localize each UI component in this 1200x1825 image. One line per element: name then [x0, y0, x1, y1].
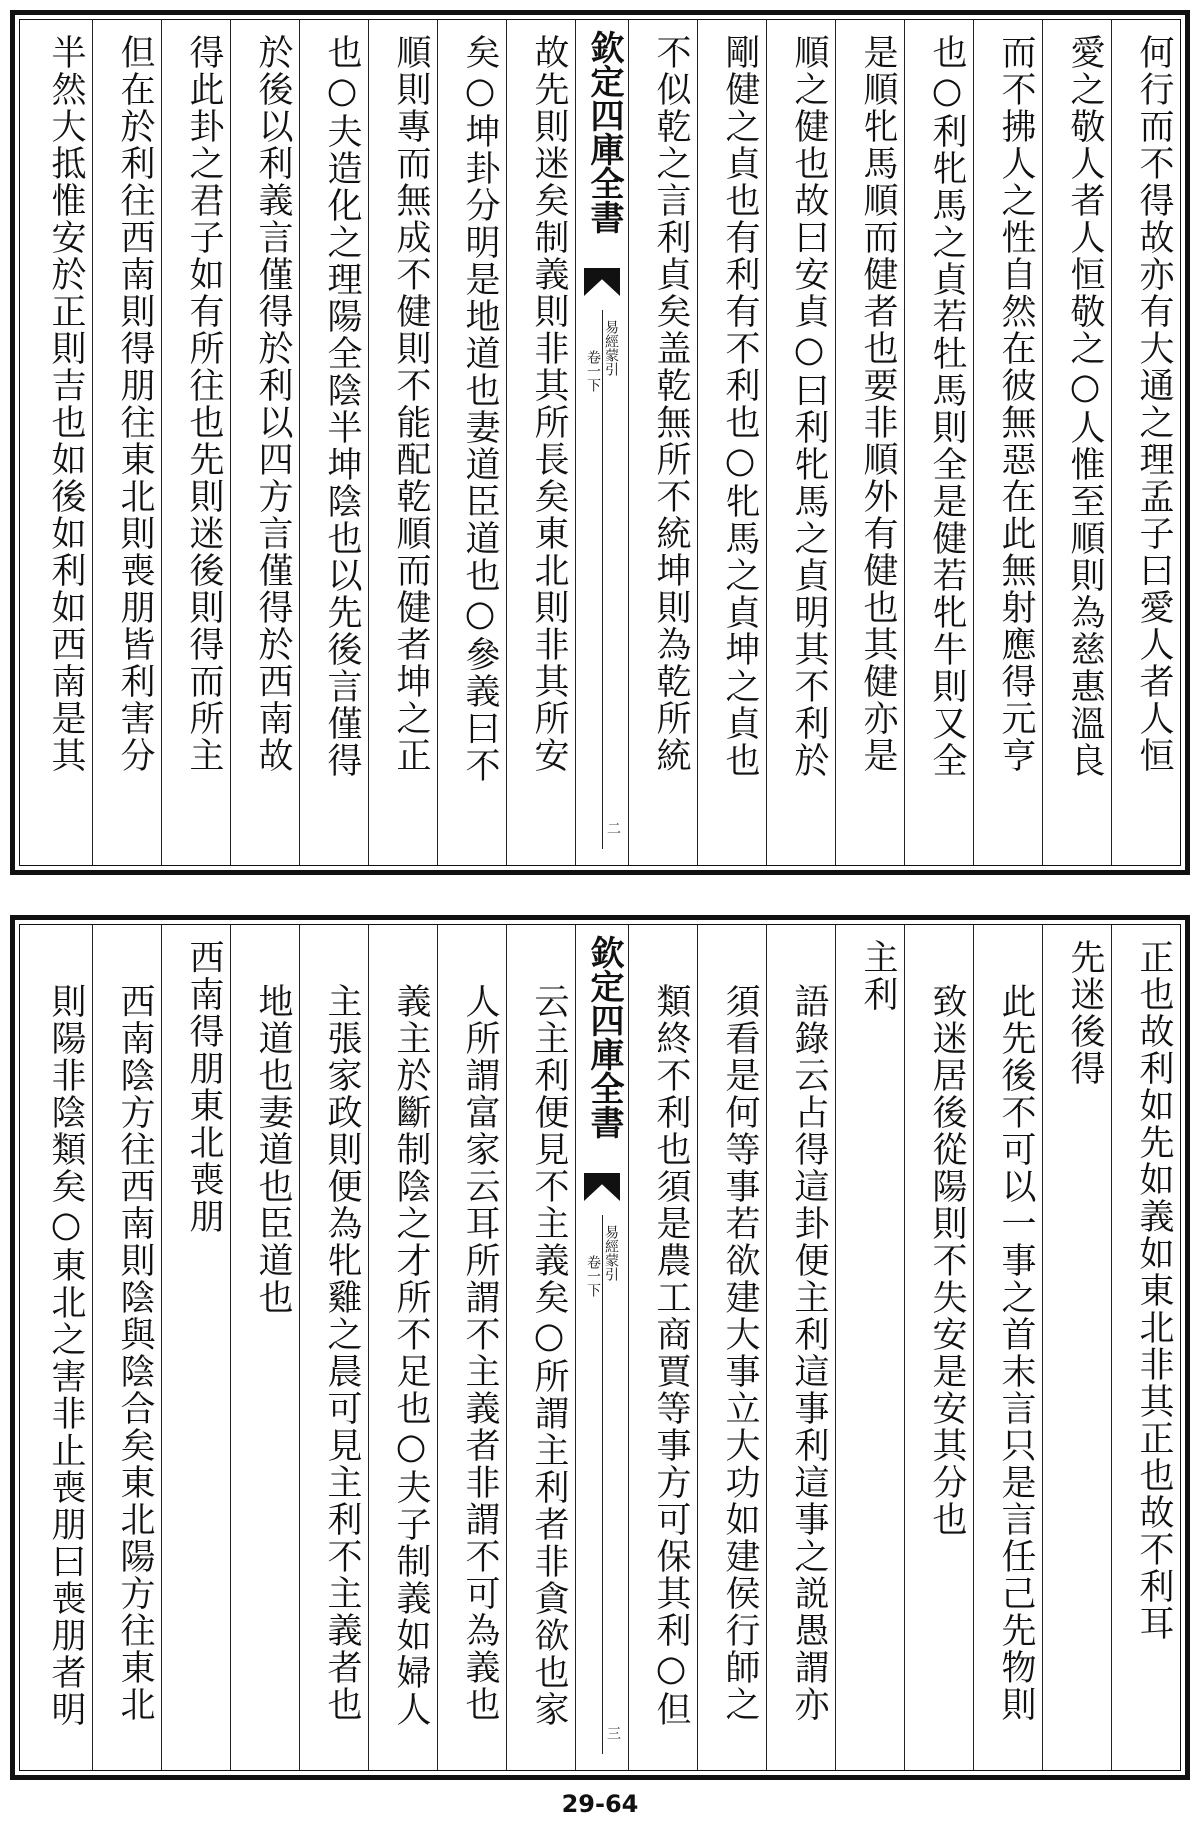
- column-text: 地道也妻道也臣道也: [253, 983, 293, 1316]
- text-column: [904, 925, 973, 1770]
- text-column: [628, 20, 697, 865]
- column-text: 順則專而無成不健則不能配乾順而健者坤之正: [391, 34, 431, 774]
- column-text: 西南陰方往西南則陰與陰合矣東北陽方往東北: [115, 983, 155, 1723]
- center-gutter: [575, 20, 628, 865]
- text-column: [904, 20, 973, 865]
- column-text: 而不拂人之性自然在彼無惡在此無射應得元亨: [996, 34, 1036, 774]
- text-column: [697, 925, 766, 1770]
- text-column: [835, 925, 904, 1770]
- text-column: [973, 20, 1042, 865]
- column-text: 何行而不得故亦有大通之理孟子曰愛人者人恒: [1134, 34, 1174, 774]
- column-text: 也○利牝馬之貞若牡馬則全是健若牝牛則又全: [927, 34, 967, 779]
- column-text: 剛健之貞也有利有不利也○牝馬之貞坤之貞也: [720, 34, 760, 779]
- text-column: [92, 20, 161, 865]
- text-column: [24, 925, 92, 1770]
- book-title: 易經蒙引: [603, 320, 620, 376]
- top-page-frame: [19, 19, 1181, 866]
- column-text: 主利: [858, 939, 898, 1013]
- gutter-rule: [602, 310, 603, 849]
- top-page: [10, 10, 1190, 875]
- folio-number: 二: [605, 821, 622, 835]
- text-column: [766, 925, 835, 1770]
- column-text: 得此卦之君子如有所往也先則迷後則得而所主: [184, 34, 224, 774]
- text-column: [1111, 20, 1180, 865]
- text-column: [299, 925, 368, 1770]
- text-column: [1042, 20, 1111, 865]
- volume-label: 卷一下: [584, 1255, 601, 1297]
- bottom-page: [10, 915, 1190, 1780]
- column-text: 語錄云占得這卦便主利這事利這事之説愚謂亦: [789, 983, 829, 1723]
- bottom-page-columns: [20, 925, 1180, 1770]
- text-column: [161, 20, 230, 865]
- column-text: 愛之敬人者人恒敬之○人惟至順則為慈惠溫良: [1065, 34, 1105, 779]
- fishtail-mark: [584, 1173, 620, 1201]
- text-column: [766, 20, 835, 865]
- column-text: 半然大抵惟安於正則吉也如後如利如西南是其: [46, 34, 86, 774]
- text-column: [437, 20, 506, 865]
- top-page-columns: [20, 20, 1180, 865]
- text-column: [299, 20, 368, 865]
- text-column: [628, 925, 697, 1770]
- text-column: [697, 20, 766, 865]
- fishtail-mark: [584, 268, 620, 296]
- text-column: [230, 20, 299, 865]
- column-text: 須看是何等事若欲建大事立大功如建侯行師之: [720, 983, 760, 1723]
- column-text: 但在於利往西南則得朋往東北則喪朋皆利害分: [115, 34, 155, 774]
- column-text: 類終不利也須是農工商賈等事方可保其利○但: [651, 983, 691, 1728]
- text-column: [506, 925, 575, 1770]
- column-text: 人所謂富家云耳所謂不主義者非謂不可為義也: [460, 983, 500, 1723]
- bottom-page-frame: [19, 924, 1181, 1771]
- folio-number: 三: [605, 1726, 622, 1740]
- text-column: [506, 20, 575, 865]
- page-number: 29-64: [561, 1790, 639, 1818]
- text-column: [437, 925, 506, 1770]
- column-text: 主張家政則便為牝雞之晨可見主利不主義者也: [322, 983, 362, 1723]
- column-text: 故先則迷矣制義則非其所長矣東北則非其所安: [529, 34, 569, 774]
- collection-title: 欽定四庫全書: [584, 935, 624, 1139]
- text-column: [973, 925, 1042, 1770]
- text-column: [24, 20, 92, 865]
- column-text: 於後以利義言僅得於利以四方言僅得於西南故: [253, 34, 293, 774]
- text-column: [1042, 925, 1111, 1770]
- column-text: 也○夫造化之理陽全陰半坤陰也以先後言僅得: [322, 34, 362, 779]
- text-column: [835, 20, 904, 865]
- column-text: 此先後不可以一事之首末言只是言任己先物則: [996, 983, 1036, 1723]
- volume-label: 卷一下: [584, 350, 601, 392]
- column-text: 先迷後得: [1065, 939, 1105, 1087]
- column-text: 致迷居後從陽則不失安是安其分也: [927, 983, 967, 1538]
- collection-title: 欽定四庫全書: [584, 30, 624, 234]
- center-gutter: [575, 925, 628, 1770]
- text-column: [368, 20, 437, 865]
- book-title: 易經蒙引: [603, 1225, 620, 1281]
- column-text: 是順牝馬順而健者也要非順外有健也其健亦是: [858, 34, 898, 774]
- text-column: [161, 925, 230, 1770]
- column-text: 義主於斷制陰之才所不足也○夫子制義如婦人: [391, 983, 431, 1728]
- text-column: [92, 925, 161, 1770]
- text-column: [368, 925, 437, 1770]
- column-text: 矣○坤卦分明是地道也妻道臣道也○參義曰不: [460, 34, 500, 784]
- column-text: 云主利便見不主義矣○所謂主利者非貪欲也家: [529, 983, 569, 1728]
- column-text: 正也故利如先如義如東北非其正也故不利耳: [1134, 939, 1174, 1642]
- column-text: 則陽非陰類矣○東北之害非止喪朋曰喪朋者明: [46, 983, 86, 1728]
- column-text: 西南得朋東北喪朋: [184, 939, 224, 1235]
- text-column: [230, 925, 299, 1770]
- column-text: 不似乾之言利貞矣盖乾無所不統坤則為乾所統: [651, 34, 691, 774]
- text-column: [1111, 925, 1180, 1770]
- column-text: 順之健也故曰安貞○曰利牝馬之貞明其不利於: [789, 34, 829, 779]
- gutter-rule: [602, 1215, 603, 1754]
